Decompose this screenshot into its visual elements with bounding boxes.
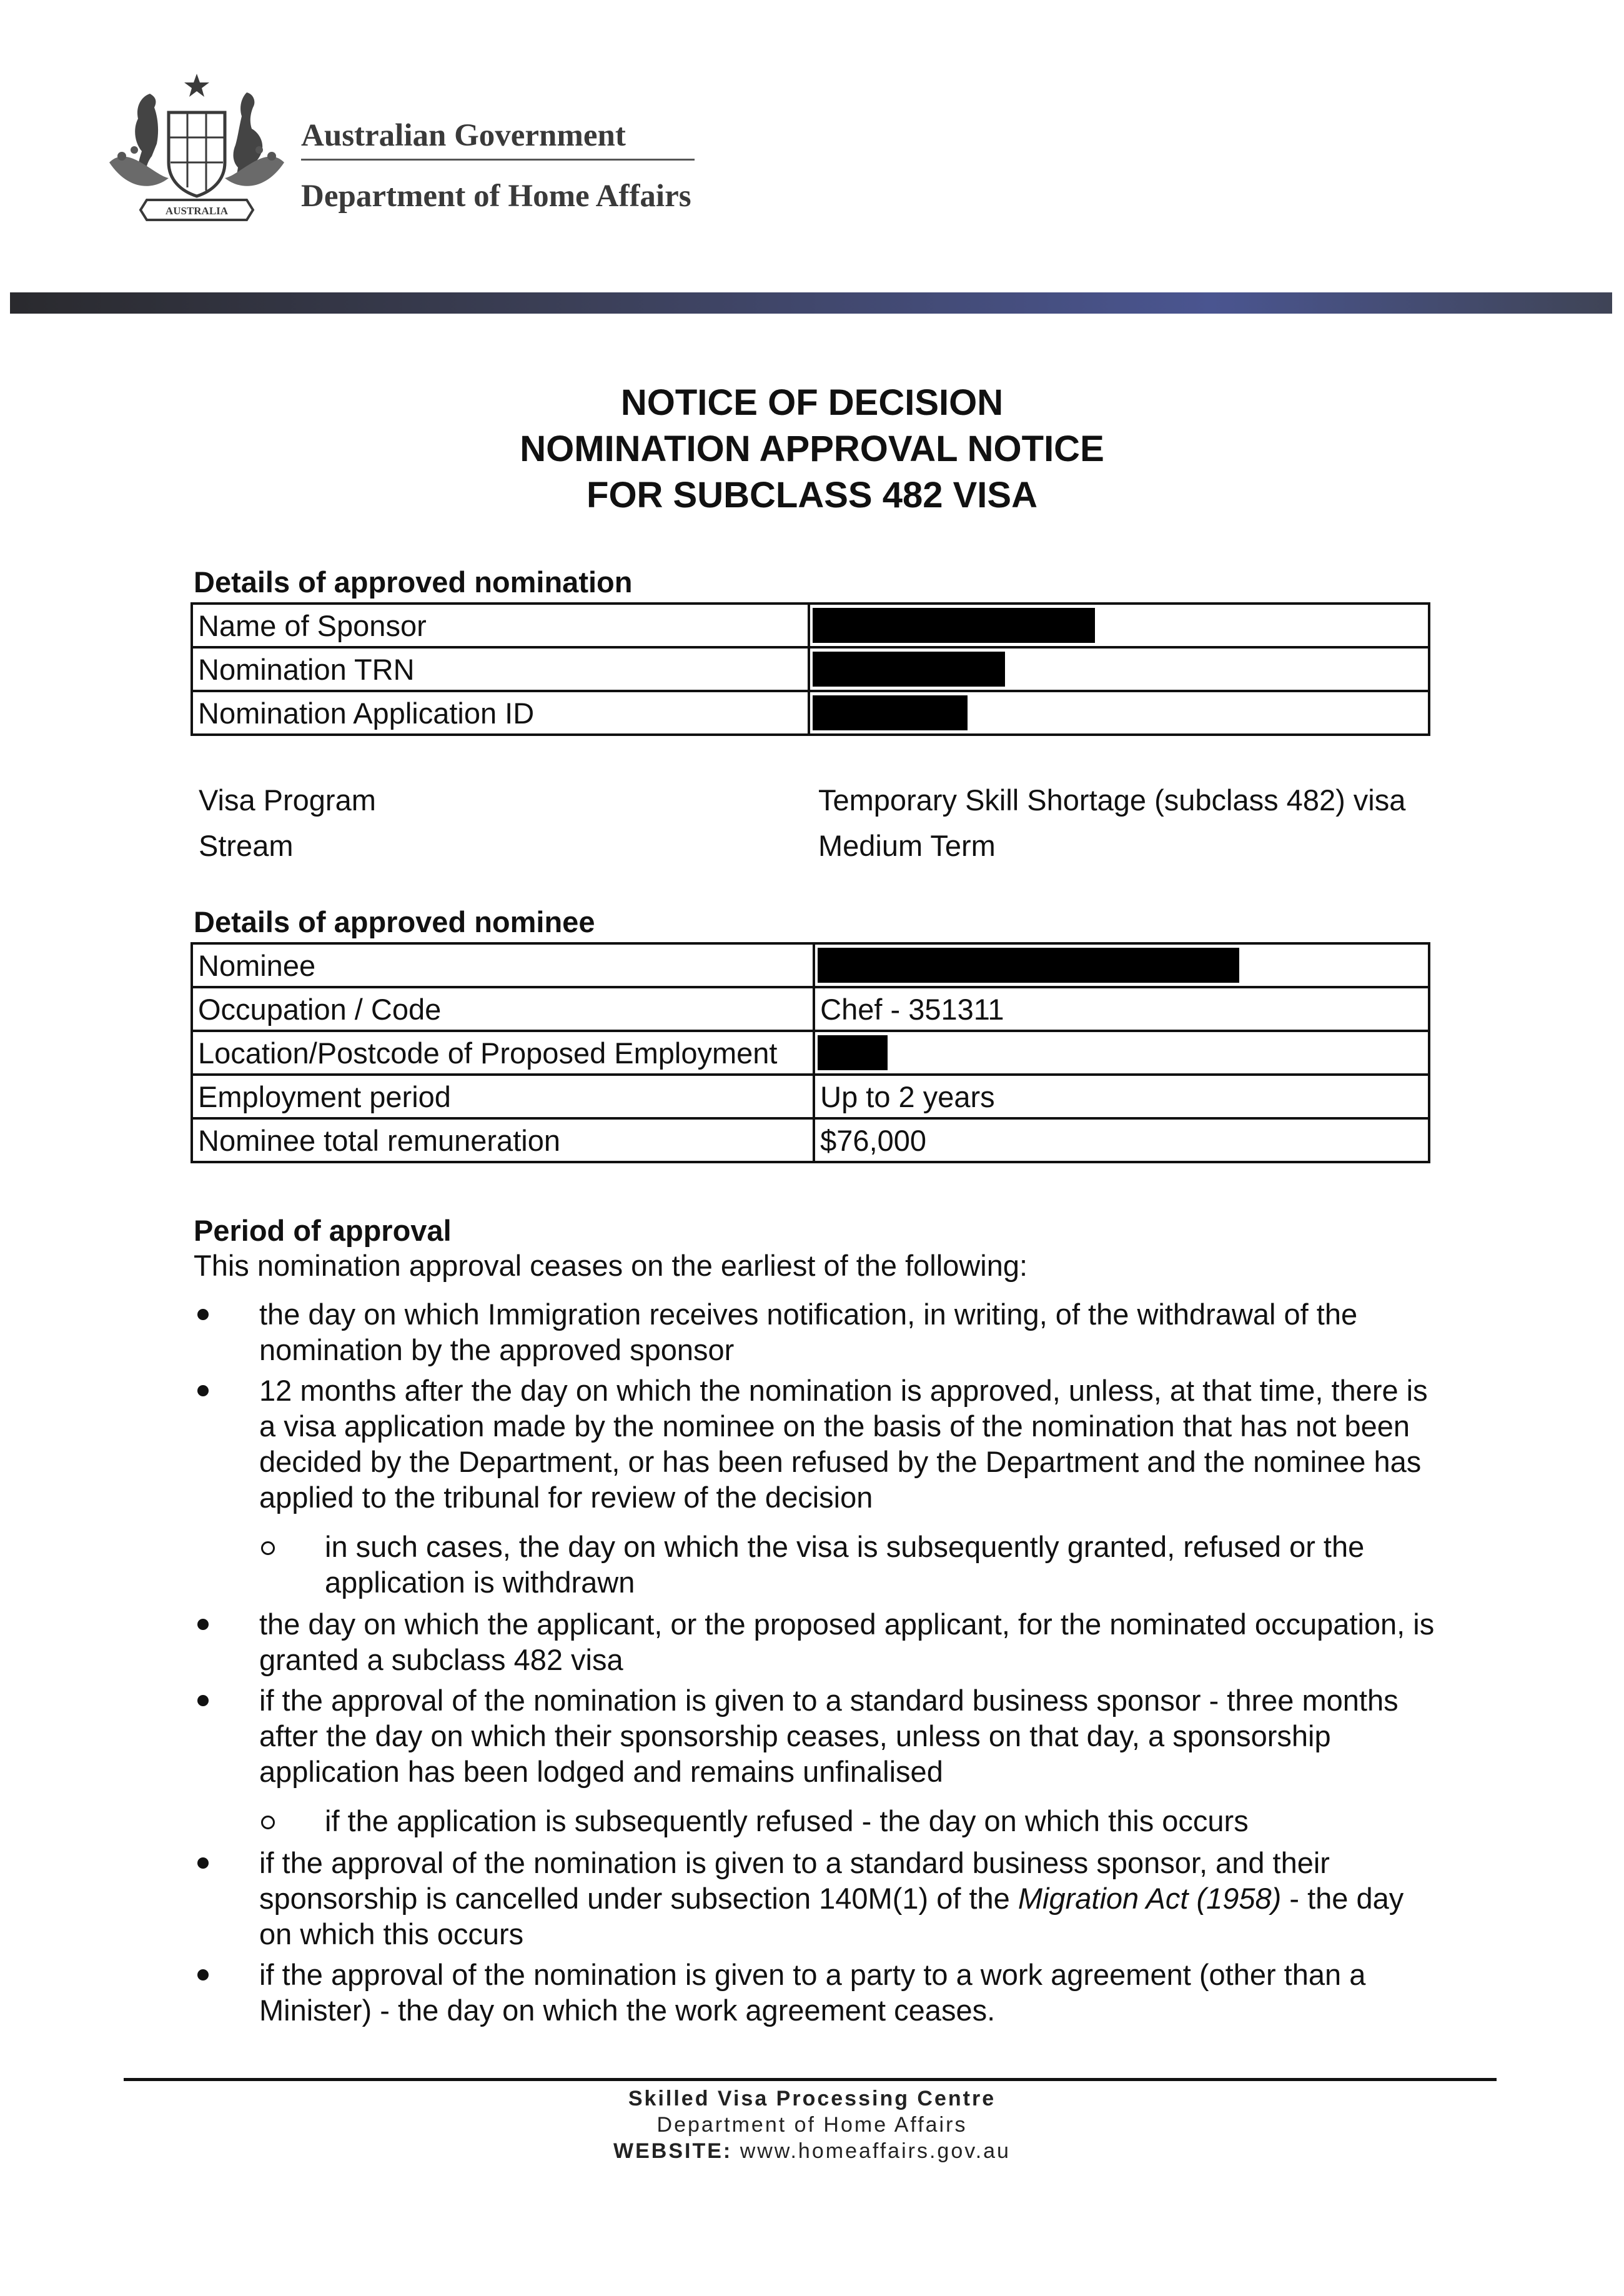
table-label: Nominee total remuneration xyxy=(192,1118,814,1162)
table-value xyxy=(809,691,1429,735)
hollow-bullet-icon xyxy=(261,1541,275,1555)
header-banner xyxy=(10,292,1612,314)
visa-program-label: Visa Program xyxy=(199,783,376,817)
sub-list-item-text: in such cases, the day on which the visa is subsequently granted, refused or the application is withdrawn xyxy=(325,1530,1365,1599)
table-value: Up to 2 years xyxy=(814,1075,1429,1118)
page-footer xyxy=(0,2085,1624,2164)
table-value xyxy=(809,604,1429,647)
table-row xyxy=(192,604,1429,647)
stream-value: Medium Term xyxy=(818,829,996,862)
footer-department: Department of Home Affairs xyxy=(656,2113,968,2137)
list-item xyxy=(194,1296,1443,1368)
bullet-icon xyxy=(197,1385,209,1396)
redaction-bar xyxy=(818,948,1239,983)
period-of-approval-heading: Period of approval xyxy=(194,1214,452,1247)
footer-divider xyxy=(124,2078,1497,2081)
bullet-icon xyxy=(197,1695,209,1706)
bullet-icon xyxy=(197,1309,209,1320)
redaction-bar xyxy=(818,1035,888,1070)
table-value xyxy=(809,647,1429,691)
hollow-bullet-icon xyxy=(261,1816,275,1829)
redaction-bar xyxy=(813,652,1005,687)
bullet-icon xyxy=(197,1969,209,1980)
coat-of-arms-icon xyxy=(97,69,297,225)
sub-list-item xyxy=(194,1529,1443,1600)
redaction-bar xyxy=(813,608,1095,643)
table-label: Nomination TRN xyxy=(192,647,809,691)
approved-nominee-heading: Details of approved nominee xyxy=(194,905,595,938)
list-item xyxy=(194,1682,1443,1789)
table-value xyxy=(814,943,1429,987)
act-citation: Migration Act (1958) xyxy=(1017,1882,1282,1915)
table-label: Employment period xyxy=(192,1075,814,1118)
approved-nominee-table xyxy=(191,942,1430,1163)
bullet-icon xyxy=(197,1619,209,1630)
notice-title xyxy=(0,380,1624,519)
list-item-text-tail: - the day on which this occurs xyxy=(259,1882,1404,1951)
table-row xyxy=(192,943,1429,987)
table-row xyxy=(192,1031,1429,1075)
table-label: Occupation / Code xyxy=(192,987,814,1031)
table-label: Nominee xyxy=(192,943,814,987)
table-row xyxy=(192,691,1429,735)
table-label: Location/Postcode of Proposed Employment xyxy=(192,1031,814,1075)
table-row xyxy=(192,647,1429,691)
sub-list-item xyxy=(194,1803,1443,1839)
page-header xyxy=(0,0,1624,312)
agency-name xyxy=(301,116,695,216)
period-intro: This nomination approval ceases on the earliest of the following: xyxy=(194,1249,1028,1282)
redaction-bar xyxy=(813,695,968,730)
sub-list-item-text: if the application is subsequently refused - the day on which this occurs xyxy=(325,1804,1249,1837)
list-item xyxy=(194,1373,1443,1515)
list-item xyxy=(194,1957,1443,2028)
footer-website-link[interactable]: www.homeaffairs.gov.au xyxy=(740,2139,1011,2163)
stream-label: Stream xyxy=(199,829,294,862)
table-label: Name of Sponsor xyxy=(192,604,809,647)
footer-website-line xyxy=(0,2138,1624,2164)
government-name: Australian Government xyxy=(301,118,626,153)
visa-program-value: Temporary Skill Shortage (subclass 482) visa xyxy=(818,783,1406,817)
title-line-2: NOMINATION APPROVAL NOTICE xyxy=(520,429,1104,469)
table-label: Nomination Application ID xyxy=(192,691,809,735)
list-item-text: the day on which the applicant, or the proposed applicant, for the nominated occupation, is granted a subclass 482 visa xyxy=(259,1608,1435,1676)
approved-nomination-table xyxy=(191,602,1430,736)
list-item-text: if the approval of the nomination is given to a party to a work agreement (other than a Minister) - the day on which the work agreement ceases. xyxy=(259,1958,1366,2027)
list-item-text: if the approval of the nomination is given to a standard business sponsor, and their sponsorship is cancelled under subsection 140M(1) of the xyxy=(259,1846,1330,1915)
list-item xyxy=(194,1606,1443,1677)
title-line-1: NOTICE OF DECISION xyxy=(620,382,1004,423)
list-item-text: 12 months after the day on which the nomination is approved, unless, at that time, there is a visa application made by the nominee on the basis of the nomination that has not been decided by the Department, or has been refused by the Department and the nominee has applied to the tribunal for review of the decision xyxy=(259,1374,1428,1514)
table-row xyxy=(192,1118,1429,1162)
table-row xyxy=(192,987,1429,1031)
table-value: $76,000 xyxy=(814,1118,1429,1162)
list-item xyxy=(194,1845,1443,1952)
agency-divider xyxy=(301,159,695,161)
footer-website-label: WEBSITE: xyxy=(613,2139,733,2163)
footer-centre: Skilled Visa Processing Centre xyxy=(628,2087,996,2110)
table-value xyxy=(814,1031,1429,1075)
title-line-3: FOR SUBCLASS 482 VISA xyxy=(587,475,1037,515)
cessation-conditions-list xyxy=(194,1296,1443,2033)
table-row xyxy=(192,1075,1429,1118)
approved-nomination-heading: Details of approved nomination xyxy=(194,565,633,599)
department-name: Department of Home Affairs xyxy=(301,179,691,214)
list-item-text: the day on which Immigration receives notification, in writing, of the withdrawal of the nomination by the approved sponsor xyxy=(259,1298,1358,1366)
list-item-text: if the approval of the nomination is given to a standard business sponsor - three months after the day on which their sponsorship ceases, unless on that day, a sponsorship application has been lodged and remains unfinalised xyxy=(259,1684,1399,1788)
bullet-icon xyxy=(197,1857,209,1869)
table-value: Chef - 351311 xyxy=(814,987,1429,1031)
crest-scroll-text: AUSTRALIA xyxy=(165,205,229,217)
